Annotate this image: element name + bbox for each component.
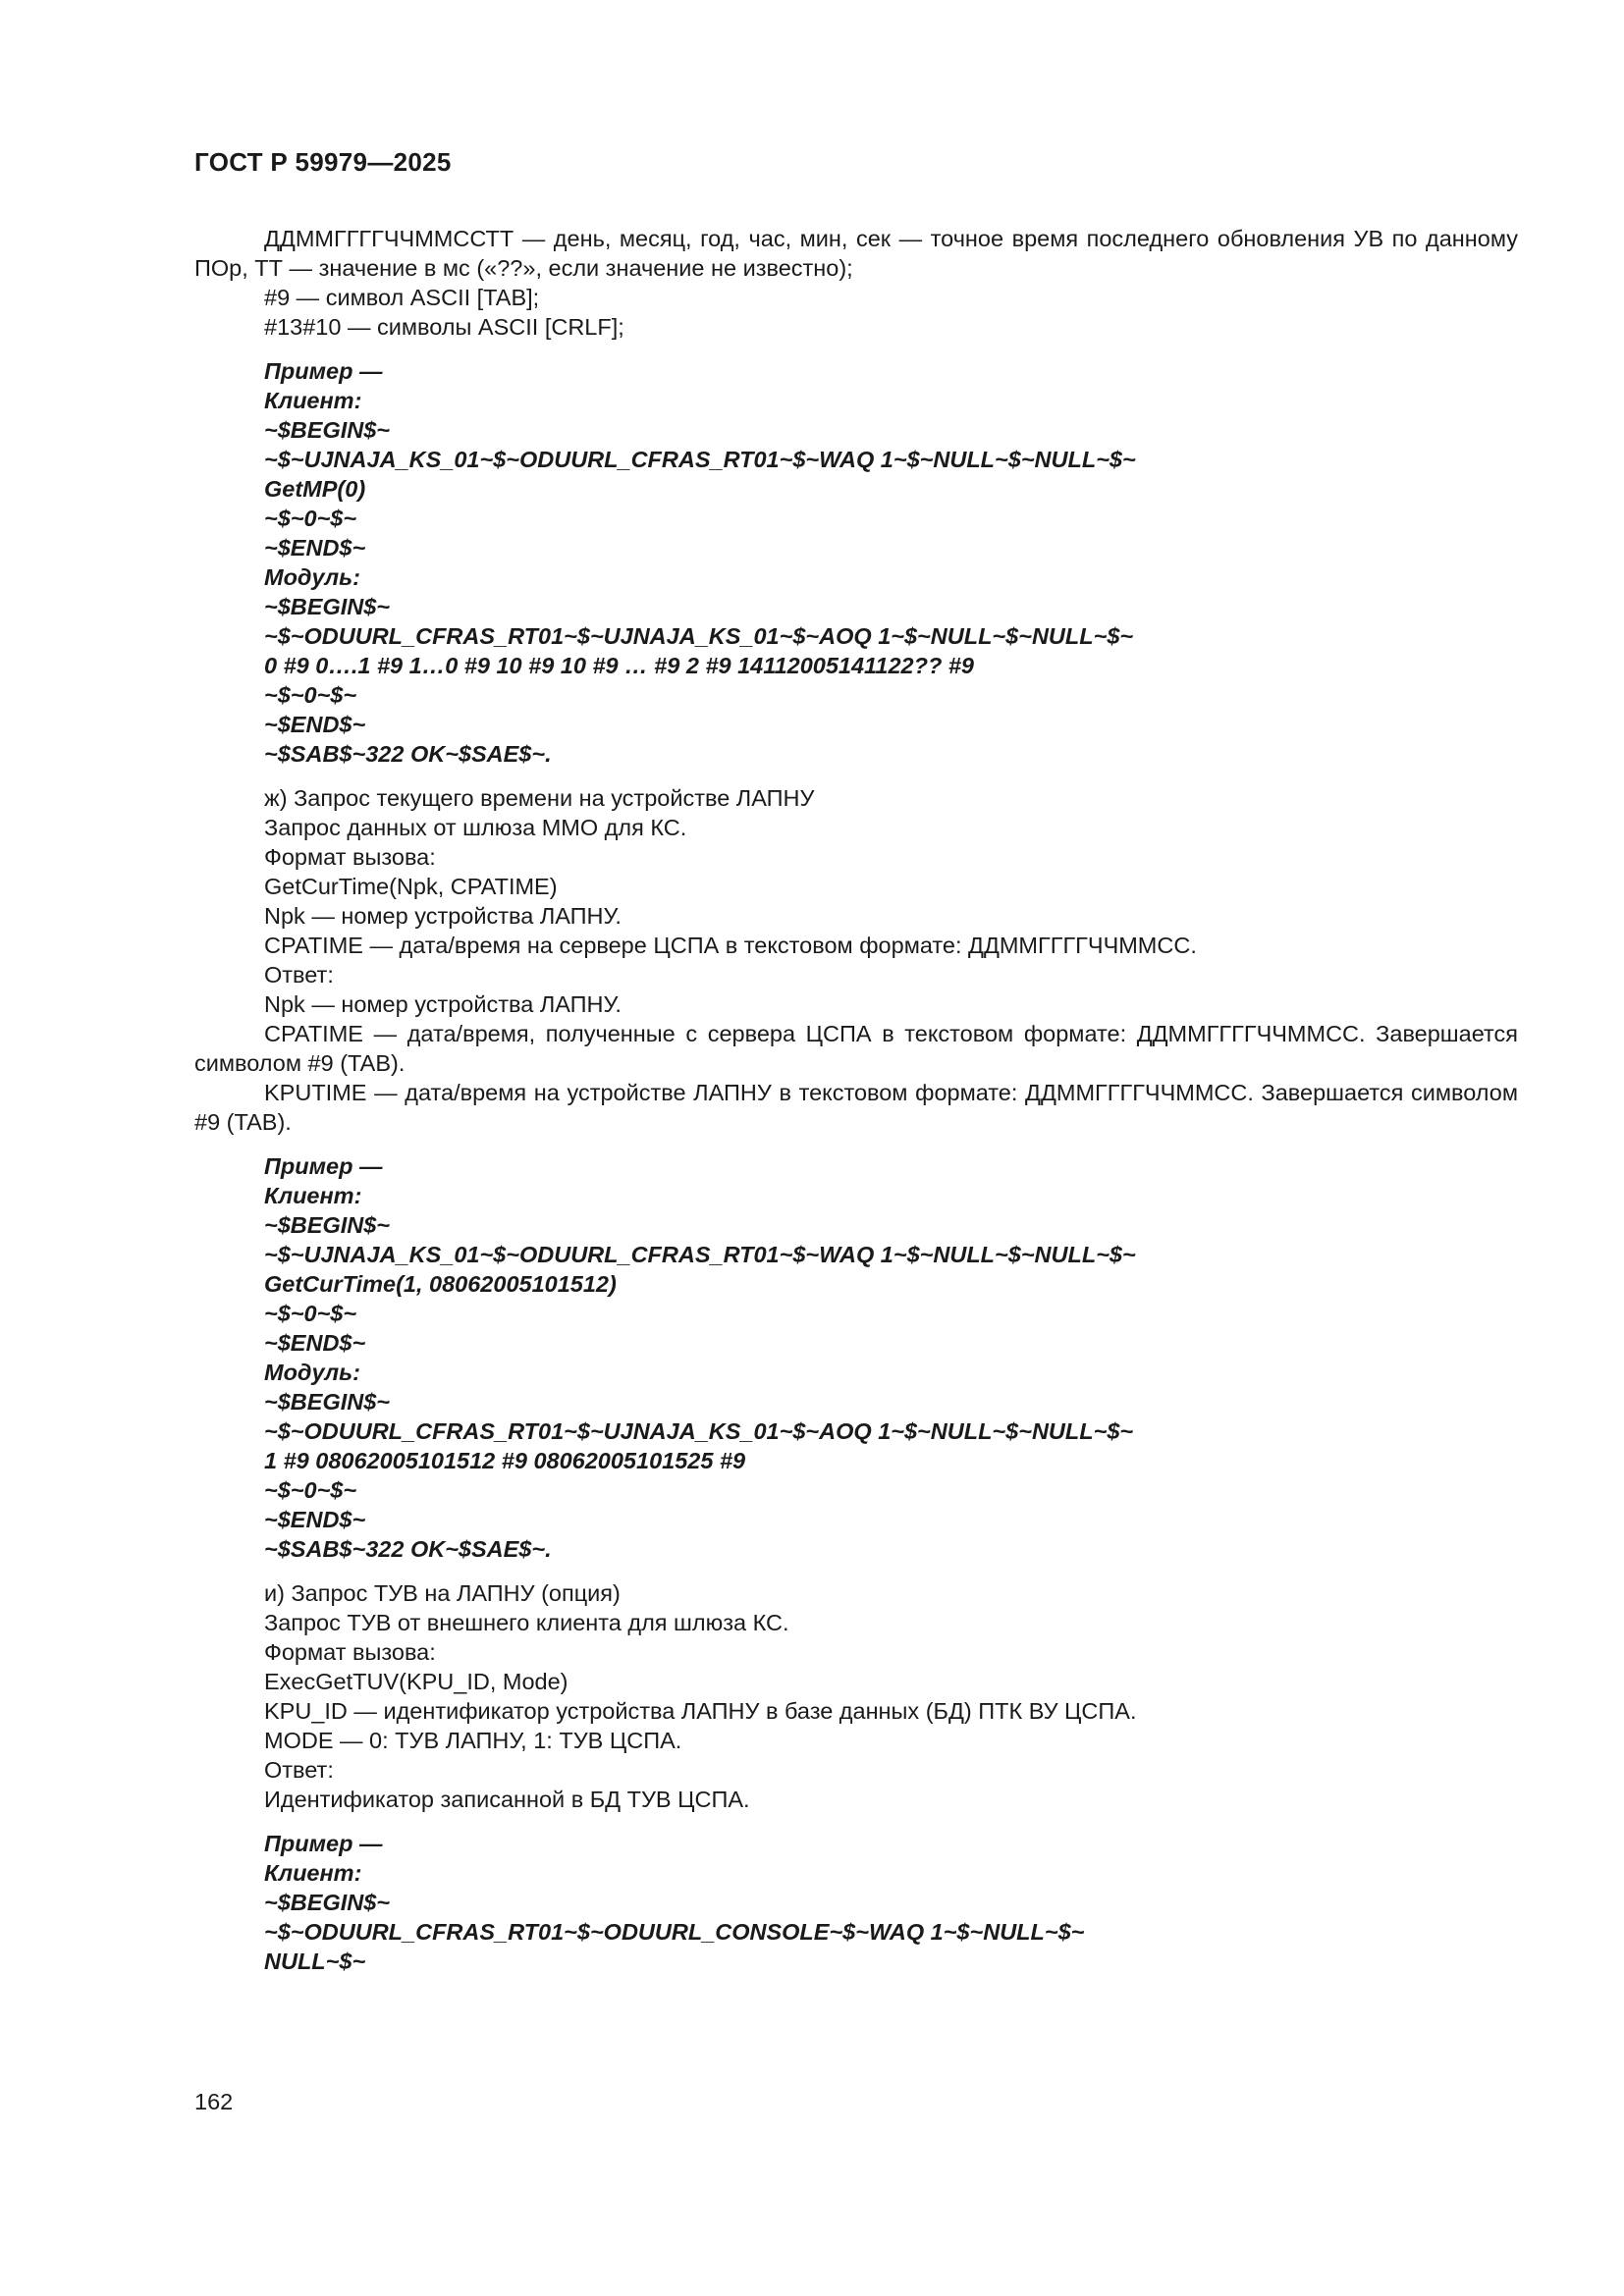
example-line: ~$BEGIN$~ xyxy=(264,1389,391,1415)
example-line: Модуль: xyxy=(264,564,360,590)
section-zh-paragraph: Npk — номер устройства ЛАПНУ. xyxy=(264,903,622,929)
example-line: NULL~$~ xyxy=(264,1949,366,1974)
example-line: ~$~ODUURL_CFRAS_RT01~$~UJNAJA_KS_01~$~AOQ 1~$~NULL~$~NULL~$~ xyxy=(264,623,1134,649)
section-zh-paragraph: KPUTIME — дата/время на устройстве ЛАПНУ в текстовом формате: ДДММГГГГЧЧММСС. Завершается символом #9 (TAB). xyxy=(194,1080,1518,1135)
example-line: ~$~UJNAJA_KS_01~$~ODUURL_CFRAS_RT01~$~WAQ 1~$~NULL~$~NULL~$~ xyxy=(264,1242,1136,1267)
example-line: ~$END$~ xyxy=(264,1507,366,1532)
section-i-paragraph: KPU_ID — идентификатор устройства ЛАПНУ в базе данных (БД) ПТК ВУ ЦСПА. xyxy=(264,1698,1137,1724)
example-line: ~$BEGIN$~ xyxy=(264,1212,391,1238)
section-i-paragraph: Запрос ТУВ от внешнего клиента для шлюза КС. xyxy=(264,1610,789,1635)
example-line: ~$~0~$~ xyxy=(264,506,357,531)
example-line: Модуль: xyxy=(264,1360,360,1385)
example-line: ~$~0~$~ xyxy=(264,1477,357,1503)
example-line: 1 #9 08062005101512 #9 08062005101525 #9 xyxy=(264,1448,746,1473)
example-line: ~$~ODUURL_CFRAS_RT01~$~ODUURL_CONSOLE~$~WAQ 1~$~NULL~$~ xyxy=(264,1919,1085,1945)
example-line: Пример — xyxy=(264,1831,383,1856)
example-line: ~$BEGIN$~ xyxy=(264,417,391,443)
example-line: ~$END$~ xyxy=(264,1330,366,1356)
example-line: ~$~0~$~ xyxy=(264,1301,357,1326)
example-line: ~$SAB$~322 OK~$SAE$~. xyxy=(264,1536,552,1562)
example-line: ~$BEGIN$~ xyxy=(264,594,391,619)
document-header: ГОСТ Р 59979—2025 xyxy=(194,147,452,177)
page-body xyxy=(194,224,1518,1976)
section-zh-paragraph: CPATIME — дата/время на сервере ЦСПА в текстовом формате: ДДММГГГГЧЧММСС. xyxy=(264,933,1197,958)
example-line: Пример — xyxy=(264,1153,383,1179)
example-block-getcurtime xyxy=(264,1151,1518,1564)
example-line: ~$~ODUURL_CFRAS_RT01~$~UJNAJA_KS_01~$~AOQ 1~$~NULL~$~NULL~$~ xyxy=(264,1418,1134,1444)
example-line: ~$BEGIN$~ xyxy=(264,1890,391,1915)
example-line: ~$SAB$~322 OK~$SAE$~. xyxy=(264,741,552,767)
section-i-heading: и) Запрос ТУВ на ЛАПНУ (опция) xyxy=(264,1580,621,1606)
section-i-paragraph: Идентификатор записанной в БД ТУВ ЦСПА. xyxy=(264,1787,750,1812)
example-line: GetMP(0) xyxy=(264,476,366,502)
intro-paragraph-timestamp: ДДММГГГГЧЧММССТТ — день, месяц, год, час, мин, сек — точное время последнего обновления УВ по данному ПОр, ТТ — значение в мс («??», если значение не известно); xyxy=(194,226,1518,281)
section-zh-paragraph: Npk — номер устройства ЛАПНУ. xyxy=(264,991,622,1017)
example-line: Клиент: xyxy=(264,388,362,413)
section-zh-paragraph: GetCurTime(Npk, CPATIME) xyxy=(264,874,558,899)
section-zh-paragraph: Ответ: xyxy=(264,962,334,988)
example-line: Клиент: xyxy=(264,1860,362,1886)
intro-paragraph-crlf: #13#10 — символы ASCII [CRLF]; xyxy=(264,314,624,340)
example-line: ~$~UJNAJA_KS_01~$~ODUURL_CFRAS_RT01~$~WAQ 1~$~NULL~$~NULL~$~ xyxy=(264,447,1136,472)
section-zh-paragraph: Формат вызова: xyxy=(264,844,436,870)
section-i-paragraph: Ответ: xyxy=(264,1757,334,1783)
page-number: 162 xyxy=(194,2089,234,2114)
example-block-getmp xyxy=(264,356,1518,769)
example-line: ~$~0~$~ xyxy=(264,682,357,708)
example-line: ~$END$~ xyxy=(264,535,366,561)
section-zh-paragraph: CPATIME — дата/время, полученные с сервера ЦСПА в текстовом формате: ДДММГГГГЧЧММСС. Завершается символом #9 (TAB). xyxy=(194,1021,1518,1076)
example-line: Пример — xyxy=(264,358,383,384)
section-i-paragraph: MODE — 0: ТУВ ЛАПНУ, 1: ТУВ ЦСПА. xyxy=(264,1728,682,1753)
example-line: ~$END$~ xyxy=(264,712,366,737)
section-zh-heading: ж) Запрос текущего времени на устройстве ЛАПНУ xyxy=(264,785,815,811)
example-block-exec-get-tuv xyxy=(264,1829,1518,1976)
section-i-paragraph: ExecGetTUV(KPU_ID, Mode) xyxy=(264,1669,568,1694)
section-zh-paragraph: Запрос данных от шлюза ММО для КС. xyxy=(264,815,687,840)
example-line: 0 #9 0….1 #9 1…0 #9 10 #9 10 #9 … #9 2 #9 14112005141122?? #9 xyxy=(264,653,974,678)
example-line: GetCurTime(1, 08062005101512) xyxy=(264,1271,617,1297)
section-i-paragraph: Формат вызова: xyxy=(264,1639,436,1665)
intro-paragraph-tab: #9 — символ ASCII [TAB]; xyxy=(264,285,540,310)
example-line: Клиент: xyxy=(264,1183,362,1208)
